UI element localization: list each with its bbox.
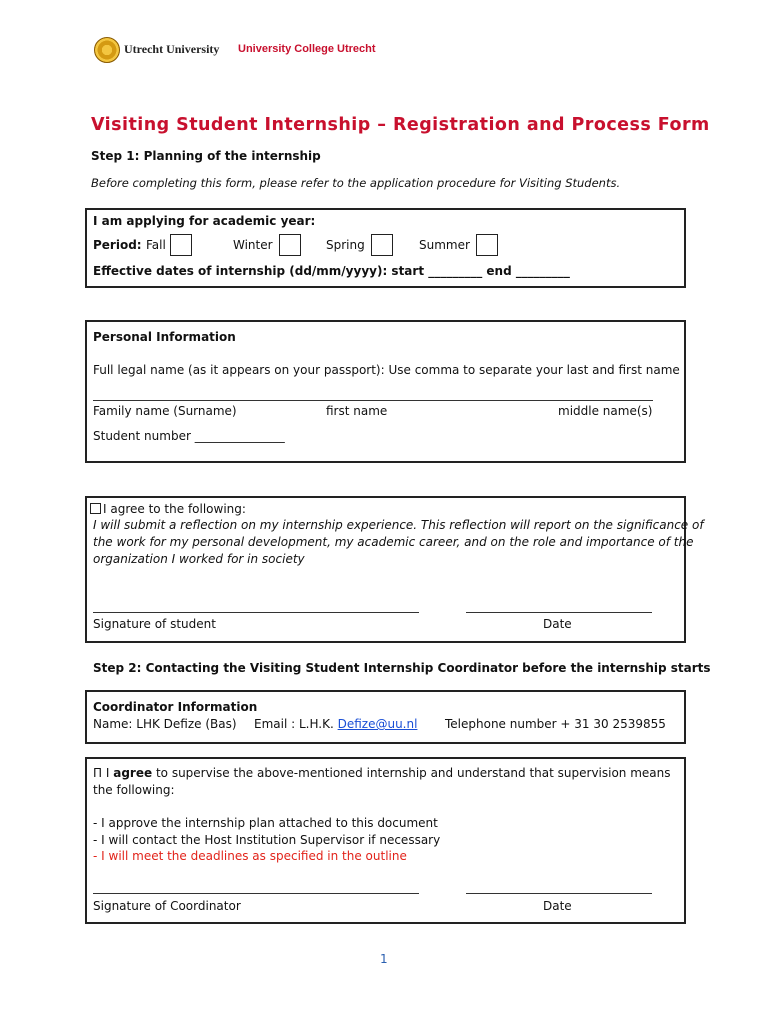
- coordinator-email: [254, 717, 417, 731]
- period-spring-checkbox[interactable]: [371, 234, 393, 256]
- supervision-text: to supervise the above-mentioned internship and understand that supervision means: [155, 766, 671, 780]
- first-name-label: first name: [326, 404, 388, 418]
- supervision-statement-line-2: the following:: [93, 783, 175, 797]
- period-summer-checkbox[interactable]: [476, 234, 498, 256]
- supervision-i: I: [105, 766, 110, 780]
- name-instruction: Full legal name (as it appears on your passport): Use comma to separate your last and first name: [93, 363, 680, 377]
- period-winter-checkbox[interactable]: [279, 234, 301, 256]
- agree-label: I agree to the following:: [103, 502, 246, 516]
- utrecht-university-seal-icon: [94, 37, 120, 63]
- coordinator-heading: Coordinator Information: [93, 700, 258, 714]
- internship-dates-field[interactable]: Effective dates of internship (dd/mm/yyyy): start _________ end _________: [93, 264, 570, 278]
- coordinator-date-line[interactable]: [466, 893, 652, 894]
- period-fall-label: Fall: [146, 238, 166, 252]
- personal-info-heading: Personal Information: [93, 330, 236, 344]
- academic-year-box: [85, 208, 686, 288]
- pi-mark[interactable]: Π: [93, 766, 103, 780]
- supervision-item-2: - I will contact the Host Institution Supervisor if necessary: [93, 833, 441, 847]
- full-name-input-line[interactable]: [93, 400, 653, 401]
- supervision-statement-line-1: [93, 766, 671, 780]
- university-name: Utrecht University: [124, 42, 220, 56]
- page-number: 1: [380, 952, 388, 966]
- coordinator-info-box: [85, 690, 686, 744]
- agreement-statement-line-2: the work for my personal development, my academic career, and on the role and importance of the: [93, 535, 694, 549]
- personal-information-box: [85, 320, 686, 463]
- family-name-label: Family name (Surname): [93, 404, 237, 418]
- coordinator-name: Name: LHK Defize (Bas): [93, 717, 237, 731]
- email-prefix: Email : L.H.K.: [254, 717, 334, 731]
- step2-heading: Step 2: Contacting the Visiting Student Internship Coordinator before the internship starts: [93, 661, 711, 675]
- agree-word: agree: [113, 766, 153, 780]
- agreement-checkbox-row[interactable]: [90, 502, 246, 516]
- period-winter-label: Winter: [233, 238, 273, 252]
- college-name: University College Utrecht: [238, 43, 376, 55]
- middle-name-label: middle name(s): [558, 404, 653, 418]
- coordinator-date-label: Date: [543, 899, 572, 913]
- period-fall-checkbox[interactable]: [170, 234, 192, 256]
- student-signature-line[interactable]: [93, 612, 419, 613]
- coordinator-signature-label: Signature of Coordinator: [93, 899, 241, 913]
- supervision-item-1: - I approve the internship plan attached to this document: [93, 816, 438, 830]
- period-summer-label: Summer: [419, 238, 470, 252]
- agreement-statement-line-1: I will submit a reflection on my internship experience. This reflection will report on the significance of: [93, 518, 704, 532]
- student-date-line[interactable]: [466, 612, 652, 613]
- agreement-statement-line-3: organization I worked for in society: [93, 552, 305, 566]
- coordinator-agreement-box: [85, 757, 686, 924]
- academic-year-label: I am applying for academic year:: [93, 214, 316, 228]
- supervision-item-3: - I will meet the deadlines as specified in the outline: [93, 849, 407, 863]
- period-spring-label: Spring: [326, 238, 365, 252]
- student-signature-label: Signature of student: [93, 617, 216, 631]
- coordinator-signature-line[interactable]: [93, 893, 419, 894]
- coordinator-telephone: Telephone number + 31 30 2539855: [445, 717, 666, 731]
- student-number-field[interactable]: Student number _______________: [93, 429, 285, 443]
- student-date-label: Date: [543, 617, 572, 631]
- form-title: Visiting Student Internship – Registration and Process Form: [91, 115, 710, 135]
- period-label: Period:: [93, 238, 142, 252]
- step1-intro: Before completing this form, please refer to the application procedure for Visiting Students.: [91, 176, 621, 190]
- agree-checkbox[interactable]: [90, 503, 101, 514]
- student-agreement-box: [85, 496, 704, 643]
- coordinator-email-link[interactable]: Defize@uu.nl: [337, 717, 418, 731]
- step1-heading: Step 1: Planning of the internship: [91, 149, 321, 163]
